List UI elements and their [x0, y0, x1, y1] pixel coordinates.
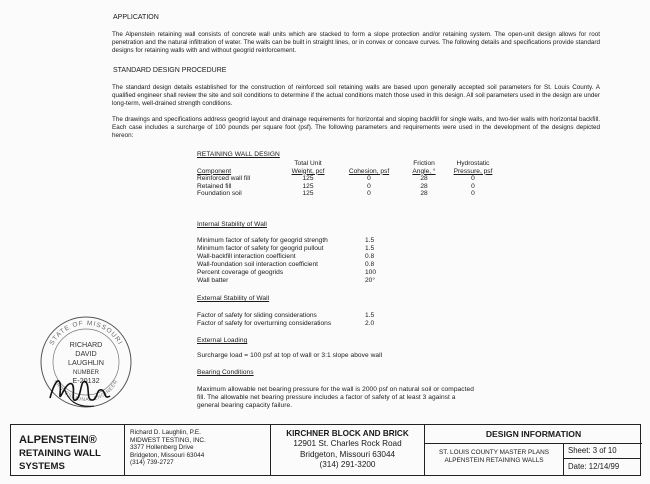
list-item — [197, 269, 376, 277]
table-cell: Foundation soil — [197, 190, 242, 198]
paragraph-application: The Alpenstein retaining wall consists of concrete wall units which are stacked to form a slope protection and/or retaining system. The open-unit design allows for root penetration and the natural infiltration of water. The walls can be built in straight lines, or in convex or concave curves. The following details and specifications provide standard designs for retaining walls with and without geogrid reinforcement. — [112, 31, 600, 54]
engineer-name: Richard D. Laughlin, P.E. — [130, 429, 201, 436]
bearing-conditions-title: Bearing Conditions — [197, 369, 254, 376]
table-cell: 0 — [367, 175, 371, 183]
drawing-date: Date: 12/14/99 — [568, 462, 620, 471]
company-info — [271, 429, 424, 471]
external-loading-text: Surcharge load = 100 psf at top of wall or 3:1 slope above wall — [197, 352, 383, 359]
list-item — [197, 261, 376, 269]
title-block-brand-cell — [11, 425, 125, 475]
header-cell: Friction — [413, 160, 435, 167]
brand-subtitle: RETAINING WALL SYSTEMS — [19, 448, 101, 472]
external-stability-list — [197, 312, 374, 328]
seal-bottom-text: PROFESSIONAL ENGINEER — [52, 379, 120, 404]
header-cell: Total Unit — [294, 160, 322, 167]
brand-name: ALPENSTEIN® — [19, 434, 97, 446]
title-block — [10, 424, 641, 476]
internal-stability-list — [197, 237, 376, 285]
heading-procedure: STANDARD DESIGN PROCEDURE — [113, 67, 227, 74]
param-value: 1.5 — [365, 312, 375, 319]
list-item — [197, 245, 376, 253]
header-cell: Weight, pcf — [291, 167, 325, 175]
company-name: KIRCHNER BLOCK AND BRICK — [286, 429, 409, 438]
seal-name-3: LAUGHLIN — [68, 358, 104, 367]
param-label: Wall-backfill interaction coefficient — [197, 253, 296, 260]
sheet-number: Sheet: 3 of 10 — [564, 443, 640, 459]
table-header-row — [197, 160, 499, 168]
table-cell: 125 — [302, 190, 314, 198]
param-value: 0.8 — [365, 253, 375, 260]
engineer-seal — [38, 314, 134, 410]
table-row — [197, 175, 499, 183]
seal-name-2: DAVID — [75, 349, 97, 358]
company-phone: (314) 291-3200 — [319, 460, 376, 470]
table-row — [197, 190, 499, 198]
plans-line-1: ST. LOUIS COUNTY MASTER PLANS — [439, 449, 549, 456]
company-city: Bridgeton, Missouri 63044 — [299, 449, 396, 459]
header-cell — [197, 160, 279, 168]
param-label: Wall batter — [197, 277, 229, 284]
param-value: 1.5 — [365, 245, 375, 252]
table-row — [197, 183, 499, 191]
bearing-conditions-text: Maximum allowable net bearing pressure for the wall is 2000 psf on natural soil or compacted fill. The allowable net bearing pressure includes a factor of safety of at least 3 against a general bearing capacity failure. — [197, 386, 474, 410]
list-item — [197, 312, 374, 320]
list-item — [197, 253, 376, 261]
external-loading-title: External Loading — [197, 337, 248, 344]
engineer-city: Bridgeton, Missouri 63044 — [130, 451, 205, 459]
table-cell: 0 — [471, 190, 475, 198]
param-label: Minimum factor of safety for geogrid pullout — [197, 245, 324, 252]
external-stability-title: External Stability of Wall — [197, 295, 270, 302]
paragraph-procedure-1: The standard design details established for the construction of reinforced soil retaining walls are based upon generally accepted soil parameters for St. Louis County. A qualified engineer shall review the site and soil conditions to determine if the actual conditions match those used in this design. All soil parameters used in the design are under long-term, well-drained strength conditions. — [112, 84, 600, 107]
param-label: Percent coverage of geogrids — [197, 269, 284, 276]
table-cell: 0 — [471, 182, 475, 190]
param-label: Factor of safety for overturning considerations — [197, 320, 332, 327]
param-label: Wall-foundation soil interaction coefficient — [197, 261, 318, 268]
title-block-design-info-cell — [425, 425, 642, 475]
paragraph-procedure-2: The drawings and specifications address geogrid layout and drainage requirements for horizontal and sloping backfill for single walls, and two-tier walls with horizontal backfill. Each case includes a surcharge of 100 pounds per square foot (psf). The following parameters and requirements were used in the development of the designs depicted hereon: — [112, 116, 600, 139]
company-street: 12901 St. Charles Rock Road — [293, 439, 402, 449]
heading-application: APPLICATION — [113, 14, 159, 21]
table-cell: Retained fill — [197, 182, 232, 190]
table-cell: 125 — [302, 175, 314, 183]
param-value: 100 — [365, 269, 377, 276]
title-block-company-cell — [271, 425, 425, 475]
table-cell: 28 — [420, 182, 428, 190]
list-item — [197, 237, 376, 245]
param-value: 1.5 — [365, 237, 375, 244]
seal-top-text: STATE OF MISSOURI — [48, 319, 124, 347]
engineer-firm: MIDWEST TESTING, INC. — [130, 436, 206, 444]
table-cell: 0 — [471, 175, 475, 183]
header-cell: Angle, ° — [412, 167, 436, 175]
header-cell: Cohesion, psf — [348, 167, 390, 175]
table-cell: 125 — [302, 182, 314, 190]
signature-graphic — [46, 370, 126, 414]
param-value: 0.8 — [365, 261, 375, 268]
table-cell: 0 — [367, 190, 371, 198]
seal-number-label: NUMBER — [72, 370, 100, 376]
param-label: Minimum factor of safety for geogrid strength — [197, 237, 328, 244]
engineer-info — [130, 429, 206, 467]
table-cell: 0 — [367, 182, 371, 190]
table-header-row — [197, 168, 499, 176]
engineer-phone: (314) 739-2727 — [130, 459, 174, 467]
header-cell — [337, 160, 401, 168]
plans-info — [425, 443, 564, 475]
seal-name-1: RICHARD — [69, 340, 103, 349]
design-info-heading: DESIGN INFORMATION — [425, 425, 642, 444]
design-parameters-table — [197, 160, 499, 198]
header-cell: Component — [197, 167, 232, 175]
table-cell: 28 — [420, 175, 428, 183]
table-cell: 28 — [420, 190, 428, 198]
engineer-street: 3377 Hollenberg Drive — [130, 444, 194, 452]
plans-line-2: ALPENSTEIN RETAINING WALLS — [444, 457, 544, 464]
param-value: 20° — [365, 277, 375, 284]
list-item — [197, 320, 374, 328]
design-table-title: RETAINING WALL DESIGN — [197, 151, 280, 158]
internal-stability-title: Internal Stability of Wall — [197, 221, 267, 228]
header-cell: Hydrostatic — [456, 160, 490, 167]
seal-number: E-20132 — [72, 376, 100, 385]
header-cell: Pressure, psf — [453, 167, 493, 175]
list-item — [197, 277, 376, 285]
param-label: Factor of safety for sliding considerations — [197, 312, 317, 319]
param-value: 2.0 — [365, 320, 375, 327]
table-cell: Reinforced wall fill — [197, 175, 251, 183]
title-block-engineer-cell — [125, 425, 271, 475]
